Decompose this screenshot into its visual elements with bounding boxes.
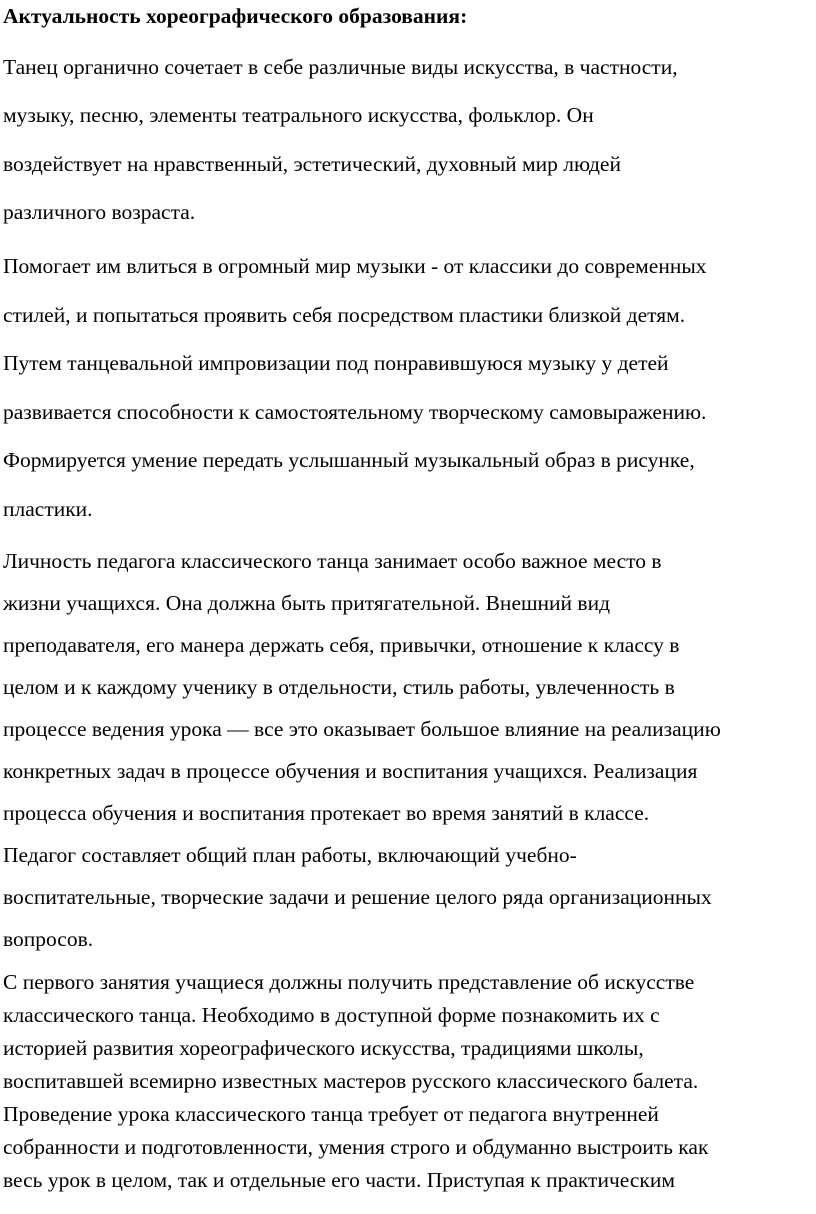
text-line: воспитавшей всемирно известных мастеров русского классического балета. [3, 1069, 699, 1093]
text-line: воздействует на нравственный, эстетический, духовный мир людей [3, 152, 621, 176]
text-line: конкретных задач в процессе обучения и воспитания учащихся. Реализация [3, 759, 698, 783]
text-line: развивается способности к самостоятельному творческому самовыражению. [3, 400, 707, 424]
text-line: Путем танцевальной импровизации под понравившуюся музыку у детей [3, 351, 669, 375]
text-line: вопросов. [3, 927, 94, 951]
text-line: Личность педагога классического танца занимает особо важное место в [3, 549, 662, 573]
text-line: собранности и подготовленности, умения строго и обдуманно выстроить как [3, 1135, 709, 1159]
text-line: преподавателя, его манера держать себя, привычки, отношение к классу в [3, 633, 680, 657]
text-line: весь урок в целом, так и отдельные его части. Приступая к практическим [3, 1168, 675, 1192]
text-line: Педагог составляет общий план работы, включающий учебно- [3, 843, 577, 867]
text-line: жизни учащихся. Она должна быть притягательной. Внешний вид [3, 591, 611, 615]
text-line: стилей, и попытаться проявить себя посредством пластики близкой детям. [3, 303, 686, 327]
text-line: воспитательные, творческие задачи и решение целого ряда организационных [3, 885, 712, 909]
text-line: Помогает им влиться в огромный мир музыки - от классики до современных [3, 254, 707, 278]
text-line: целом и к каждому ученику в отдельности, стиль работы, увлеченность в [3, 675, 675, 699]
text-line: процессе ведения урока — все это оказывает большое влияние на реализацию [3, 717, 721, 741]
text-line: историей развития хореографического искусства, традициями школы, [3, 1036, 644, 1060]
document-title: Актуальность хореографического образования: [3, 4, 468, 28]
text-line: Формируется умение передать услышанный музыкальный образ в рисунке, [3, 448, 695, 472]
text-line: С первого занятия учащиеся должны получить представление об искусстве [3, 970, 695, 994]
text-line: музыку, песню, элементы театрального искусства, фольклор. Он [3, 103, 594, 127]
text-line: Проведение урока классического танца требует от педагога внутренней [3, 1102, 659, 1126]
text-line: процесса обучения и воспитания протекает во время занятий в классе. [3, 801, 650, 825]
text-line: пластики. [3, 497, 93, 521]
text-line: различного возраста. [3, 200, 196, 224]
text-line: Танец органично сочетает в себе различные виды искусства, в частности, [3, 55, 678, 79]
text-line: классического танца. Необходимо в доступной форме познакомить их с [3, 1003, 660, 1027]
